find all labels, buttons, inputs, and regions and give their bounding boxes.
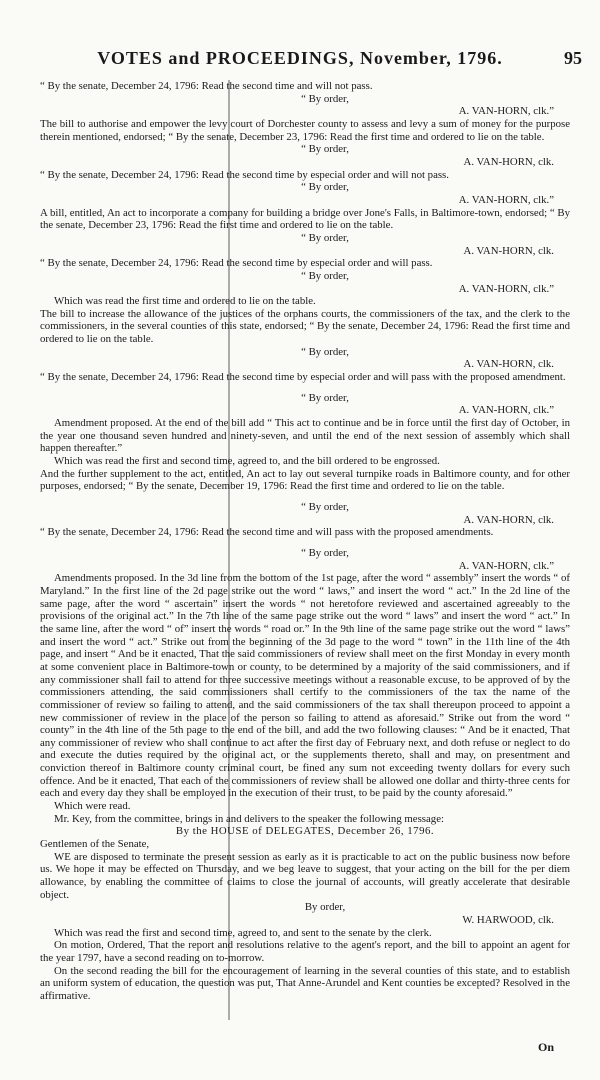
paragraph: Which was read the first and second time, agreed to, and the bill ordered to be engrossed.: [54, 455, 440, 468]
running-title: VOTES and PROCEEDINGS, November, 1796.: [97, 48, 503, 68]
paragraph: “ By the senate, December 24, 1796: Read the second time by especial order and will not pass.: [40, 168, 449, 181]
paragraph: “ By the senate, December 24, 1796: Read the second time and will not pass.: [40, 80, 373, 92]
paragraph: Which was read the first time and ordered to lie on the table.: [54, 295, 316, 308]
paragraph: On motion, Ordered, That the report and resolutions relative to the agent's report, and the bill to appoint an agent for the year 1797, have a second reading on to-morrow.: [40, 939, 570, 964]
clerk-signature: A. VAN-HORN, clk.”: [458, 105, 554, 118]
by-order-line: “ By order,: [301, 345, 349, 358]
paragraph: And the further supplement to the act, entitled, An act to lay out several turnpike roads in Baltimore county, and for other purposes, endorsed; “ By the senate, December 19, 1796: Read the first time and ordered to lie on the table.: [40, 467, 570, 493]
paragraph: Which were read.: [54, 800, 131, 813]
clerk-signature: A. VAN-HORN, clk.”: [458, 193, 554, 206]
clerk-signature: A. VAN-HORN, clk.”: [458, 282, 554, 295]
paragraph: A bill, entitled, An act to incorporate a company for building a bridge over Jone's Falls, in Baltimore-town, endorsed; “ By the senate, December 23, 1796: Read the first time and ordered to lie on the table.: [40, 206, 570, 232]
by-order-line: “ By order,: [301, 92, 349, 105]
clerk-signature: A. VAN-HORN, clk.: [463, 358, 554, 371]
paragraph: On the second reading the bill for the encouragement of learning in the several counties of this state, and to establish an uniform system of education, the question was put, That Anne-Arundel and Kent counties be excepted? Resolved in the affirmative.: [40, 964, 570, 1002]
paragraph: Amendment proposed. At the end of the bill add “ This act to continue and be in force until the first day of October, in the year one thousand seven hundred and ninety-seven, and until the end of the next session of assembly which shall happen thereafter.”: [40, 417, 570, 455]
message-heading: By the HOUSE of DELEGATES, December 26, 1796.: [175, 825, 435, 838]
by-order-line: “ By order,: [301, 143, 349, 156]
paragraph-gap: [40, 493, 570, 501]
paragraph-gap: [40, 539, 570, 547]
by-order-line: By order,: [304, 901, 346, 914]
paragraph: Amendments proposed. In the 3d line from the bottom of the 1st page, after the word “ assembly” insert the words “ of Maryland.” In the first line of the 2d page strike out the word “ laws,” and insert the word “ act.” In the 2d line of the same page, after the word “ ascertain” insert the words “ not heretofore reviewed and ascertained agreeably to the provisions of the original act.” In the 7th line of the same page strike out the word “ laws” and insert the word “ act.” In the same line, after the word “ of” insert the words “ road or.” In the 9th line of the same page strike out the word “ laws” and insert the word “ act.” Strike out from the beginning of the 3d page to the word “ town” in the 11th line of the 4th page, and insert “ And be it enacted, That the said commissioners of review shall meet on the first Monday in every month at some convenient place in Baltimore-town or county, to be determined by a majority of the said commissioners, and if any commissioner shall fail to attend for three successive meetings without a reasonable excuse, to be approved of by the commissioners attending, the said commissioners shall certify to the commissioners of the tax the name of the commissioner of review so failing to attend, and the said commissioners of the tax shall thereupon proceed to appoint a new commissioner of review in the place of the person so failing to attend as aforesaid.” Strike out from the word “ county” in the 4th line of the 5th page to the end of the bill, and add the two following clauses: “ And be it enacted, That any commissioner of review who shall continue to act after the first day of February next, and doth refuse or neglect to do and execute the duties required by the original act, or the supplements thereto, shall and may, on presentment and conviction thereof in Baltimore county criminal court, be fined any sum not exceeding twenty dollars for every such offence. And be it enacted, That each of the commissioners of review shall be allowed one dollar and thirty-three cents for each and every day they shall be employed in the execution of their trust, to be paid by the county aforesaid.”: [40, 572, 570, 800]
page-number: 95: [564, 48, 582, 68]
paragraph: “ By the senate, December 24, 1796: Read the second time by especial order and will pass.: [40, 257, 433, 270]
catchword: On: [537, 1040, 554, 1054]
paragraph: “ By the senate, December 24, 1796: Read the second time and will pass with the proposed amendments.: [40, 526, 494, 539]
by-order-line: “ By order,: [301, 546, 349, 559]
clerk-signature: A. VAN-HORN, clk.”: [458, 404, 554, 417]
paragraph: Which was read the first and second time, agreed to, and sent to the senate by the clerk.: [54, 926, 432, 939]
by-order-line: “ By order,: [301, 181, 349, 194]
clerk-signature: A. VAN-HORN, clk.: [463, 513, 554, 526]
clerk-signature: A. VAN-HORN, clk.: [463, 244, 554, 257]
clerk-signature: A. VAN-HORN, clk.: [463, 155, 554, 168]
clerk-signature: W. HARWOOD, clk.: [462, 914, 554, 926]
paragraph: “ By the senate, December 24, 1796: Read the second time by especial order and will pass with the proposed amendment.: [40, 371, 566, 384]
paragraph: The bill to increase the allowance of the justices of the orphans courts, the commissioners of the tax, and the clerk to the commissioners, in the several counties of this state, endorsed; “ By the senate, December 24, 1796: Read the first time and ordered to lie on the table.: [40, 307, 570, 346]
by-order-line: “ By order,: [301, 501, 349, 513]
by-order-line: “ By order,: [301, 231, 349, 244]
by-order-line: “ By order,: [301, 391, 349, 404]
paragraph: Gentlemen of the Senate,: [40, 838, 150, 851]
paragraph: WE are disposed to terminate the present session as early as it is practicable to act on the public business now before us. We hope it may be effected on Thursday, and we beg leave to suggest, that your acting on the bill for the per diem allowance, by enabling the committee of claims to close the journal of accounts, will greatly accelerate that desirable object.: [40, 850, 570, 901]
by-order-line: “ By order,: [301, 269, 349, 282]
clerk-signature: A. VAN-HORN, clk.”: [458, 559, 554, 572]
paragraph: The bill to authorise and empower the levy court of Dorchester county to assess and levy a sum of money for the purpose therein mentioned, endorsed; “ By the senate, December 23, 1796: Read the first time and ordered to lie on the table.: [40, 117, 570, 143]
paragraph: Mr. Key, from the committee, brings in and delivers to the speaker the following message:: [54, 812, 444, 825]
body-text: [40, 80, 570, 1003]
running-header: [0, 48, 600, 78]
paragraph-gap: [40, 384, 570, 392]
